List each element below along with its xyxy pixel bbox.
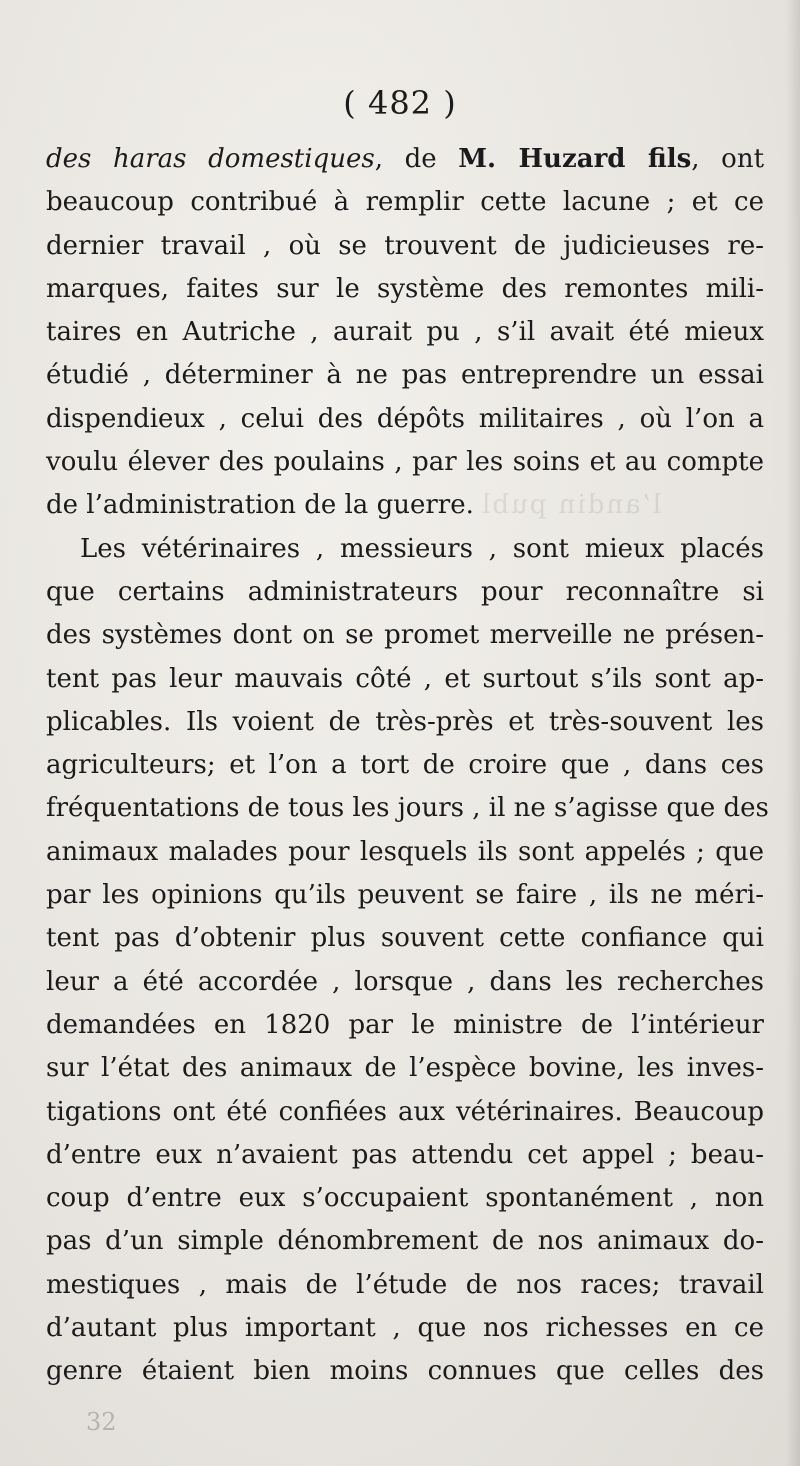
text-line-18: par les opinions qu’ils peuvent se faire , ils ne méri- [46,880,764,911]
text-line-17: animaux malades pour lesquels ils sont appelés ; que [46,836,764,867]
text-line-10: Les vétérinaires , messieurs , sont mieux placés [80,533,764,564]
text-line-16: fréquentations de tous les jours , il ne s’agisse que des [46,793,769,824]
italic-title: des haras domestiques [46,144,375,174]
text-line-15: agriculteurs; et l’on a tort de croire que , dans ces [46,750,764,781]
text-line-3: dernier travail , où se trouvent de judicieuses re- [46,230,764,261]
text-line-25: coup d’entre eux s’occupaient spontanément , non [46,1183,764,1214]
text-line-12: des systèmes dont on se promet merveille ne présen- [46,620,764,651]
text-line-29: genre étaient bien moins connues que celles des [46,1356,764,1387]
text-line-24: d’entre eux n’avaient pas attendu cet appel ; beau- [46,1139,764,1170]
text-line-8: voulu élever des poulains , par les soins et au compte [46,447,764,478]
text-line-11: que certains administrateurs pour reconnaître si [46,576,764,607]
text-line-5: taires en Autriche , aurait pu , s’il avait été mieux [46,317,764,348]
text-line-1 [46,138,764,181]
text-line-20: leur a été accordée , lorsque , dans les recherches [46,966,764,997]
text-line-27: mestiques , mais de l’étude de nos races; travail [46,1269,764,1300]
text-line-4: marques, faites sur le système des remontes mili- [46,273,764,304]
text-line-26: pas d’un simple dénombrement de nos animaux do- [46,1226,764,1257]
text-line-21: demandées en 1820 par le ministre de l’intérieur [46,1009,764,1040]
page-edge-shadow [786,0,800,1466]
text-fragment: , ont [691,144,765,174]
text-fragment: , de [374,144,437,174]
text-line-22: sur l’état des animaux de l’espèce bovine, les inves- [46,1053,764,1084]
text-line-14: plicables. Ils voient de très-près et très-souvent les [46,706,764,737]
text-line-13: tent pas leur mauvais côté , et surtout s’ils sont ap- [46,663,764,694]
text-line-2: beaucoup contribué à remplir cette lacune ; et ce [46,187,764,218]
text-line-23: tigations ont été confiées aux vétérinaires. Beaucoup [46,1096,764,1127]
signature-mark: 32 [86,1408,117,1436]
body-text [46,138,769,1394]
text-line-19: tent pas d’obtenir plus souvent cette confiance qui [46,923,764,954]
author-name: M. Huzard fils [458,144,692,174]
text-line-7: dispendieux , celui des dépôts militaires , où l’on a [46,403,764,434]
page-number: ( 482 ) [343,84,457,122]
text-line-9: de l’administration de la guerre. [46,490,474,521]
bleed-through-text: l’andin publ [480,490,662,520]
text-line-28: d’autant plus important , que nos richesses en ce [46,1313,764,1344]
text-line-6: étudié , déterminer à ne pas entreprendre un essai [46,360,764,391]
